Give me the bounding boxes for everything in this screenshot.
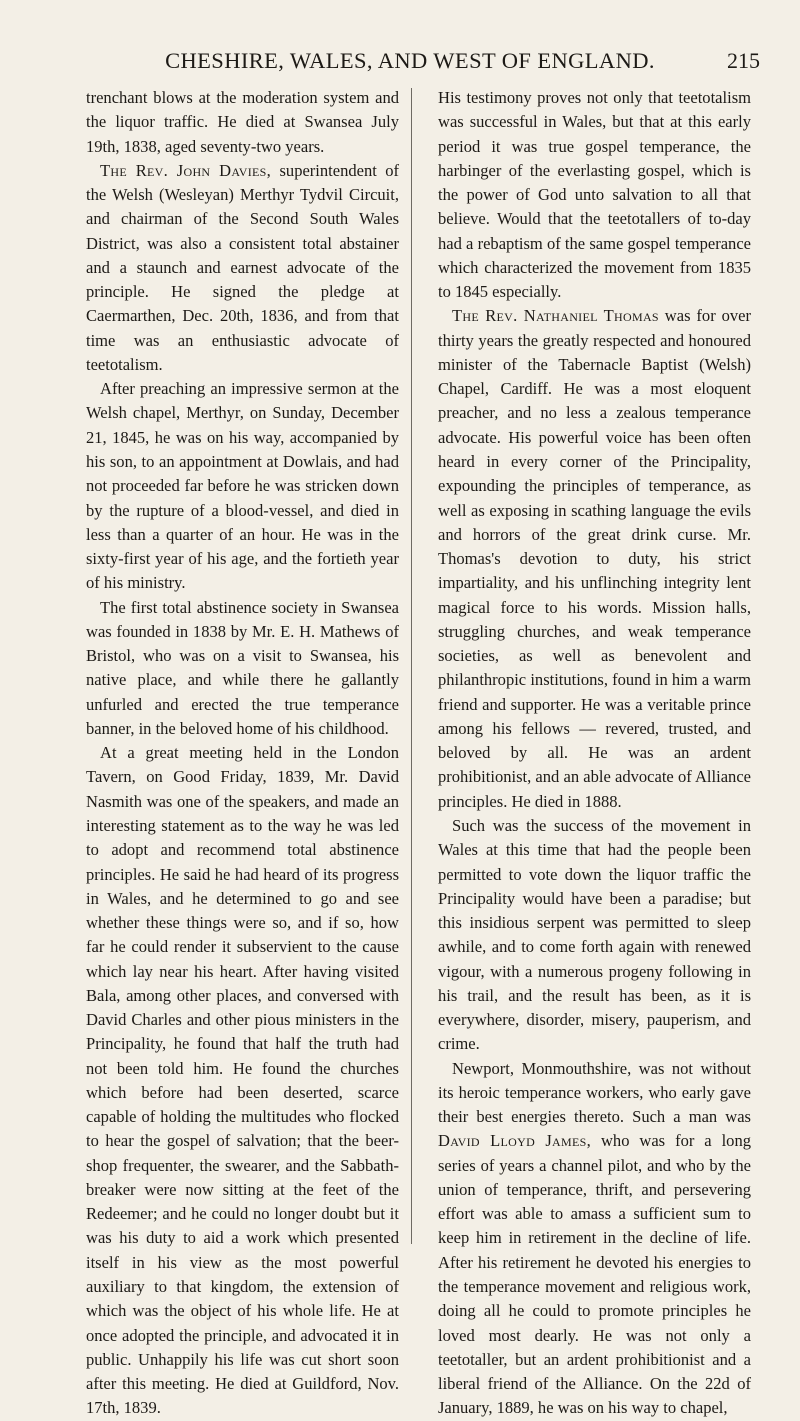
running-title: CHESHIRE, WALES, AND WEST OF ENGLAND. bbox=[165, 48, 655, 73]
left-column bbox=[86, 86, 399, 1418]
paragraph: At a great meeting held in the London Tavern, on Good Friday, 1839, Mr. David Nasmith was one of the speakers, and made an interesting statement as to the way he was led to adopt and recommend total abstinence principles. He said he had heard of its progress in Wales, and he determined to go and see whether these things were so, and if so, how far he could render it subservient to the cause which lay near his heart. After having visited Bala, among other places, and conversed with David Charles and other pious ministers in the Principality, he found that half the truth had not been told him. He found the churches which before had been deserted, scarce capable of holding the multitudes who flocked to hear the gospel of salvation; that the beer-shop frequenter, the swearer, and the Sabbath-breaker were now sitting at the feet of the Redeemer; and he could no longer doubt but it was his duty to aid a work which presented itself in his view as the most powerful auxiliary to that kingdom, the extension of which was the object of his whole life. He at once adopted the principle, and advocated it in public. Unhappily his life was cut short soon after this meeting. He died at Guildford, Nov. 17th, 1839. bbox=[86, 743, 399, 1418]
paragraph-text: who was for a long series of years a channel pilot, and who by the union of temperance, thrift, and persevering effort was able to amass a sufficient sum to keep him in retirement in the decline of life. After his retirement he devoted his energies to the temperance movement and religious work, doing all he could to promote principles he loved most dearly. He was not only a teetotaller, but an ardent prohibitionist and a liberal friend of the Alliance. On the 22d of January, 1889, he was on his way to chapel, bbox=[438, 1131, 751, 1418]
paragraph: trenchant blows at the moderation system and the liquor traffic. He died at Swansea July 19th, 1838, aged seventy-two years. bbox=[86, 88, 399, 156]
paragraph-text: was for over thirty years the greatly respected and honoured minister of the Tabernacle Baptist (Welsh) Chapel, Cardiff. He was a most eloquent preacher, and no less a zealous temperance advocate. His powerful voice has been often heard in every corner of the Principality, expounding the principles of temperance, as well as exposing in scathing language the evils and horrors of the great drink curse. Mr. Thomas's devotion to duty, his strict impartiality, and his unflinching integrity lent magical force to his words. Mission halls, struggling churches, and weak temperance societies, as well as benevolent and philanthropic institutions, found in him a warm friend and supporter. He was a veritable prince among his fellows — revered, trusted, and beloved by all. He was an ardent prohibitionist, and an able advocate of Alliance principles. He died in 1888. bbox=[438, 306, 751, 811]
paragraph bbox=[438, 304, 751, 814]
person-name: The Rev. Nathaniel Thomas bbox=[452, 306, 659, 326]
paragraph bbox=[438, 1057, 751, 1421]
paragraph: Such was the success of the movement in Wales at this time that had the people been permitted to vote down the liquor traffic the Principality would have been a paradise; but this insidious serpent was permitted to sleep awhile, and to come forth again with renewed vigour, with a numerous progeny following in his trail, and the result has been, as it is everywhere, disorder, misery, pauperism, and crime. bbox=[438, 815, 751, 1054]
right-column bbox=[438, 86, 751, 1418]
column-divider bbox=[411, 88, 412, 1244]
paragraph-text: Newport, Monmouthshire, was not without its heroic temperance workers, who early gave their best energies thereto. Such a man was bbox=[438, 1058, 751, 1127]
paragraph bbox=[86, 159, 399, 377]
page-header bbox=[60, 48, 760, 78]
page-number: 215 bbox=[727, 48, 760, 73]
person-name: The Rev. John Davies, bbox=[100, 160, 272, 180]
paragraph: The first total abstinence society in Swansea was founded in 1838 by Mr. E. H. Mathews of Bristol, who was on a visit to Swansea, his native place, and while there he gallantly unfurled and erected the true temperance banner, in the beloved home of his childhood. bbox=[86, 597, 399, 738]
paragraph: His testimony proves not only that teetotalism was successful in Wales, but that at this early period it was true gospel temperance, the harbinger of the everlasting gospel, which is the power of God unto salvation to all that believe. Would that the teetotallers of to-day had a rebaptism of the same gospel temperance which characterized the movement from 1835 to 1845 especially. bbox=[438, 88, 751, 302]
paragraph: After preaching an impressive sermon at the Welsh chapel, Merthyr, on Sunday, December 21, 1845, he was on his way, accompanied by his son, to an appointment at Dowlais, and had not proceeded far before he was stricken down by the rupture of a blood-vessel, and died in less than a quarter of an hour. He was in the sixty-first year of his age, and the fortieth year of his ministry. bbox=[86, 379, 399, 593]
person-name: David Lloyd James, bbox=[438, 1131, 592, 1151]
paragraph-text: superintendent of the Welsh (Wesleyan) Merthyr Tydvil Circuit, and chairman of the Second South Wales District, was also a consistent total abstainer and a staunch and earnest advocate of the principle. He signed the pledge at Caermarthen, Dec. 20th, 1836, and from that time was an enthusiastic advocate of teetotalism. bbox=[86, 160, 399, 374]
